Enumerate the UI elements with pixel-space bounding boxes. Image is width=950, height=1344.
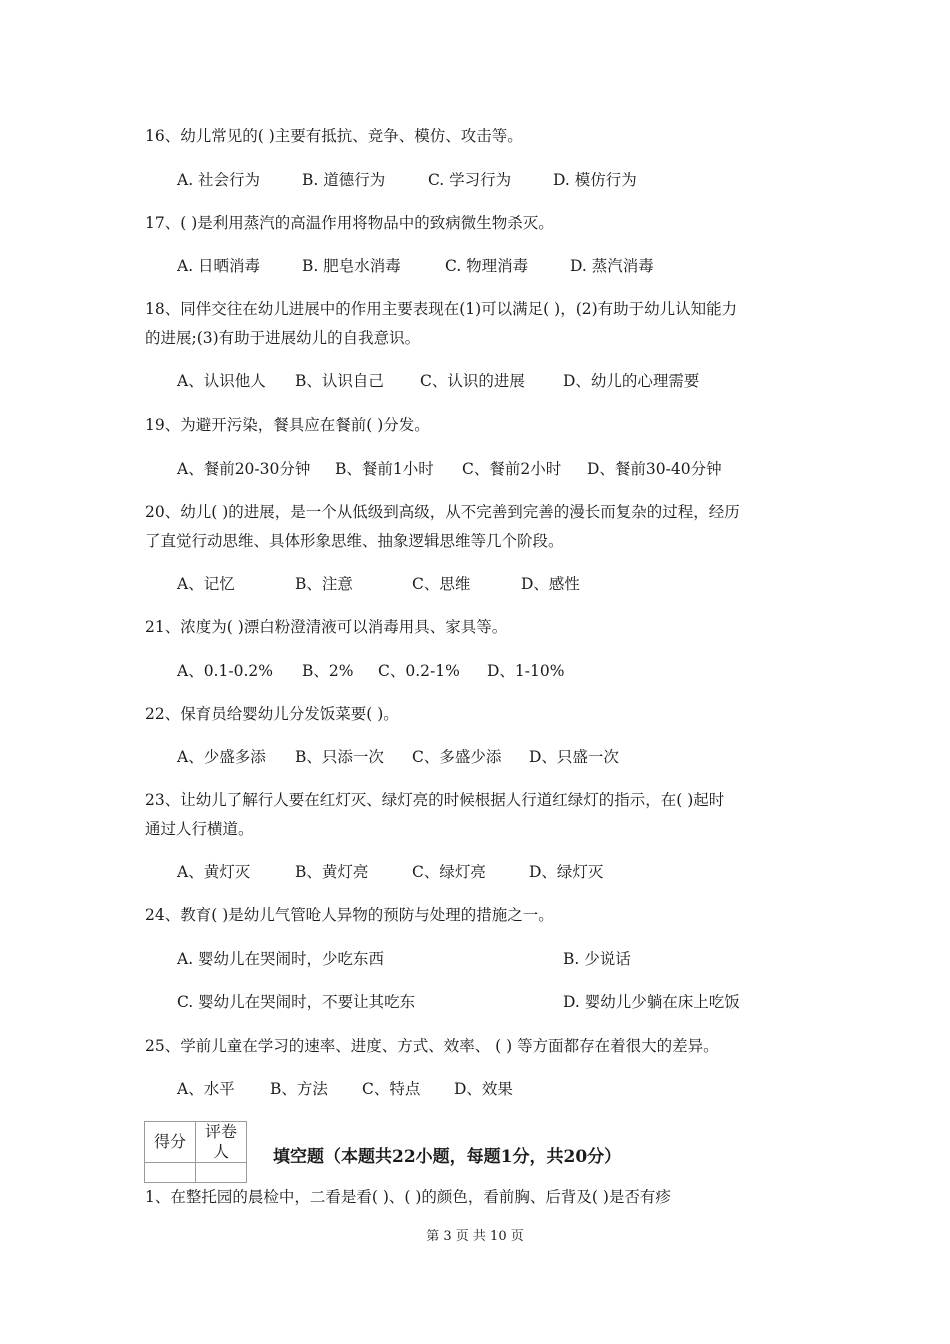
question-19-option-a: A、餐前20-30分钟 bbox=[177, 460, 311, 478]
question-19-stem: 19、为避开污染，餐具应在餐前( )分发。 bbox=[145, 416, 430, 434]
question-23-option-a: A、黄灯灭 bbox=[177, 863, 251, 881]
question-24-option-c: C. 婴幼儿在哭闹时，不要让其吃东 bbox=[177, 993, 416, 1011]
question-20-stem-line-1: 20、幼儿( )的进展，是一个从低级到高级，从不完善到完善的漫长而复杂的过程，经历 bbox=[145, 503, 740, 521]
fill-blank-question-1: 1、在整托园的晨检中，二看是看( )、( )的颜色，看前胸、后背及( )是否有疹 bbox=[145, 1188, 671, 1206]
question-19-option-c: C、餐前2小时 bbox=[462, 460, 562, 478]
question-23-stem-line-1: 23、让幼儿了解行人要在红灯灭、绿灯亮的时候根据人行道红绿灯的指示，在( )起时 bbox=[145, 791, 725, 809]
question-25-option-c: C、特点 bbox=[362, 1080, 421, 1098]
question-21-option-c: C、0.2-1% bbox=[378, 662, 460, 680]
question-16-option-a: A. 社会行为 bbox=[177, 171, 261, 189]
score-cell bbox=[145, 1163, 196, 1183]
question-25-stem: 25、学前儿童在学习的速率、进度、方式、效率、 ( ) 等方面都存在着很大的差异。 bbox=[145, 1037, 719, 1055]
question-16-option-b: B. 道德行为 bbox=[302, 171, 386, 189]
question-18-option-b: B、认识自己 bbox=[295, 372, 384, 390]
question-20-option-b: B、注意 bbox=[295, 575, 353, 593]
question-25-option-a: A、水平 bbox=[177, 1080, 235, 1098]
grader-label: 评卷人 bbox=[196, 1122, 247, 1163]
question-20-option-c: C、思维 bbox=[412, 575, 471, 593]
question-21-stem: 21、浓度为( )漂白粉澄清液可以消毒用具、家具等。 bbox=[145, 618, 508, 636]
question-25-option-b: B、方法 bbox=[270, 1080, 328, 1098]
question-23-option-d: D、绿灯灭 bbox=[529, 863, 604, 881]
question-19-option-b: B、餐前1小时 bbox=[335, 460, 434, 478]
question-21-option-a: A、0.1-0.2% bbox=[177, 662, 273, 680]
question-22-option-d: D、只盛一次 bbox=[529, 748, 619, 766]
question-17-option-c: C. 物理消毒 bbox=[445, 257, 529, 275]
question-17-option-d: D. 蒸汽消毒 bbox=[570, 257, 654, 275]
question-22-option-b: B、只添一次 bbox=[295, 748, 384, 766]
question-22-option-c: C、多盛少添 bbox=[412, 748, 502, 766]
grader-cell bbox=[196, 1163, 247, 1183]
question-18-option-d: D、幼儿的心理需要 bbox=[563, 372, 700, 390]
question-17-option-b: B. 肥皂水消毒 bbox=[302, 257, 401, 275]
question-24-option-b: B. 少说话 bbox=[563, 950, 631, 968]
question-18-option-a: A、认识他人 bbox=[177, 372, 266, 390]
question-17-stem: 17、( )是利用蒸汽的高温作用将物品中的致病微生物杀灭。 bbox=[145, 214, 554, 232]
question-16-stem: 16、幼儿常见的( )主要有抵抗、竞争、模仿、攻击等。 bbox=[145, 127, 523, 145]
question-23-option-c: C、绿灯亮 bbox=[412, 863, 486, 881]
question-16-option-c: C. 学习行为 bbox=[428, 171, 512, 189]
question-22-stem: 22、保育员给婴幼儿分发饭菜要( )。 bbox=[145, 705, 399, 723]
question-24-stem: 24、教育( )是幼儿气管呛人异物的预防与处理的措施之一。 bbox=[145, 906, 554, 924]
question-16-option-d: D. 模仿行为 bbox=[553, 171, 637, 189]
question-17-option-a: A. 日晒消毒 bbox=[177, 257, 261, 275]
question-20-option-d: D、感性 bbox=[521, 575, 580, 593]
question-20-option-a: A、记忆 bbox=[177, 575, 235, 593]
section-title: 填空题（本题共22小题，每题1分，共20分） bbox=[273, 1147, 622, 1167]
question-18-option-c: C、认识的进展 bbox=[420, 372, 525, 390]
question-18-stem-line-1: 18、同伴交往在幼儿进展中的作用主要表现在(1)可以满足( )，(2)有助于幼儿认知能力 bbox=[145, 300, 738, 318]
question-19-option-d: D、餐前30-40分钟 bbox=[587, 460, 722, 478]
page-number: 第 3 页 共 10 页 bbox=[426, 1229, 524, 1244]
question-25-option-d: D、效果 bbox=[454, 1080, 513, 1098]
question-20-stem-line-2: 了直觉行动思维、具体形象思维、抽象逻辑思维等几个阶段。 bbox=[145, 532, 564, 550]
question-21-option-b: B、2% bbox=[302, 662, 354, 680]
question-22-option-a: A、少盛多添 bbox=[177, 748, 266, 766]
question-24-option-d: D. 婴幼儿少躺在床上吃饭 bbox=[563, 993, 740, 1011]
question-24-option-a: A. 婴幼儿在哭闹时，少吃东西 bbox=[177, 950, 385, 968]
question-21-option-d: D、1-10% bbox=[487, 662, 565, 680]
question-18-stem-line-2: 的进展;(3)有助于进展幼儿的自我意识。 bbox=[145, 329, 421, 347]
question-23-option-b: B、黄灯亮 bbox=[295, 863, 369, 881]
question-23-stem-line-2: 通过人行横道。 bbox=[145, 820, 254, 838]
score-label: 得分 bbox=[145, 1122, 196, 1163]
score-table bbox=[144, 1121, 247, 1183]
